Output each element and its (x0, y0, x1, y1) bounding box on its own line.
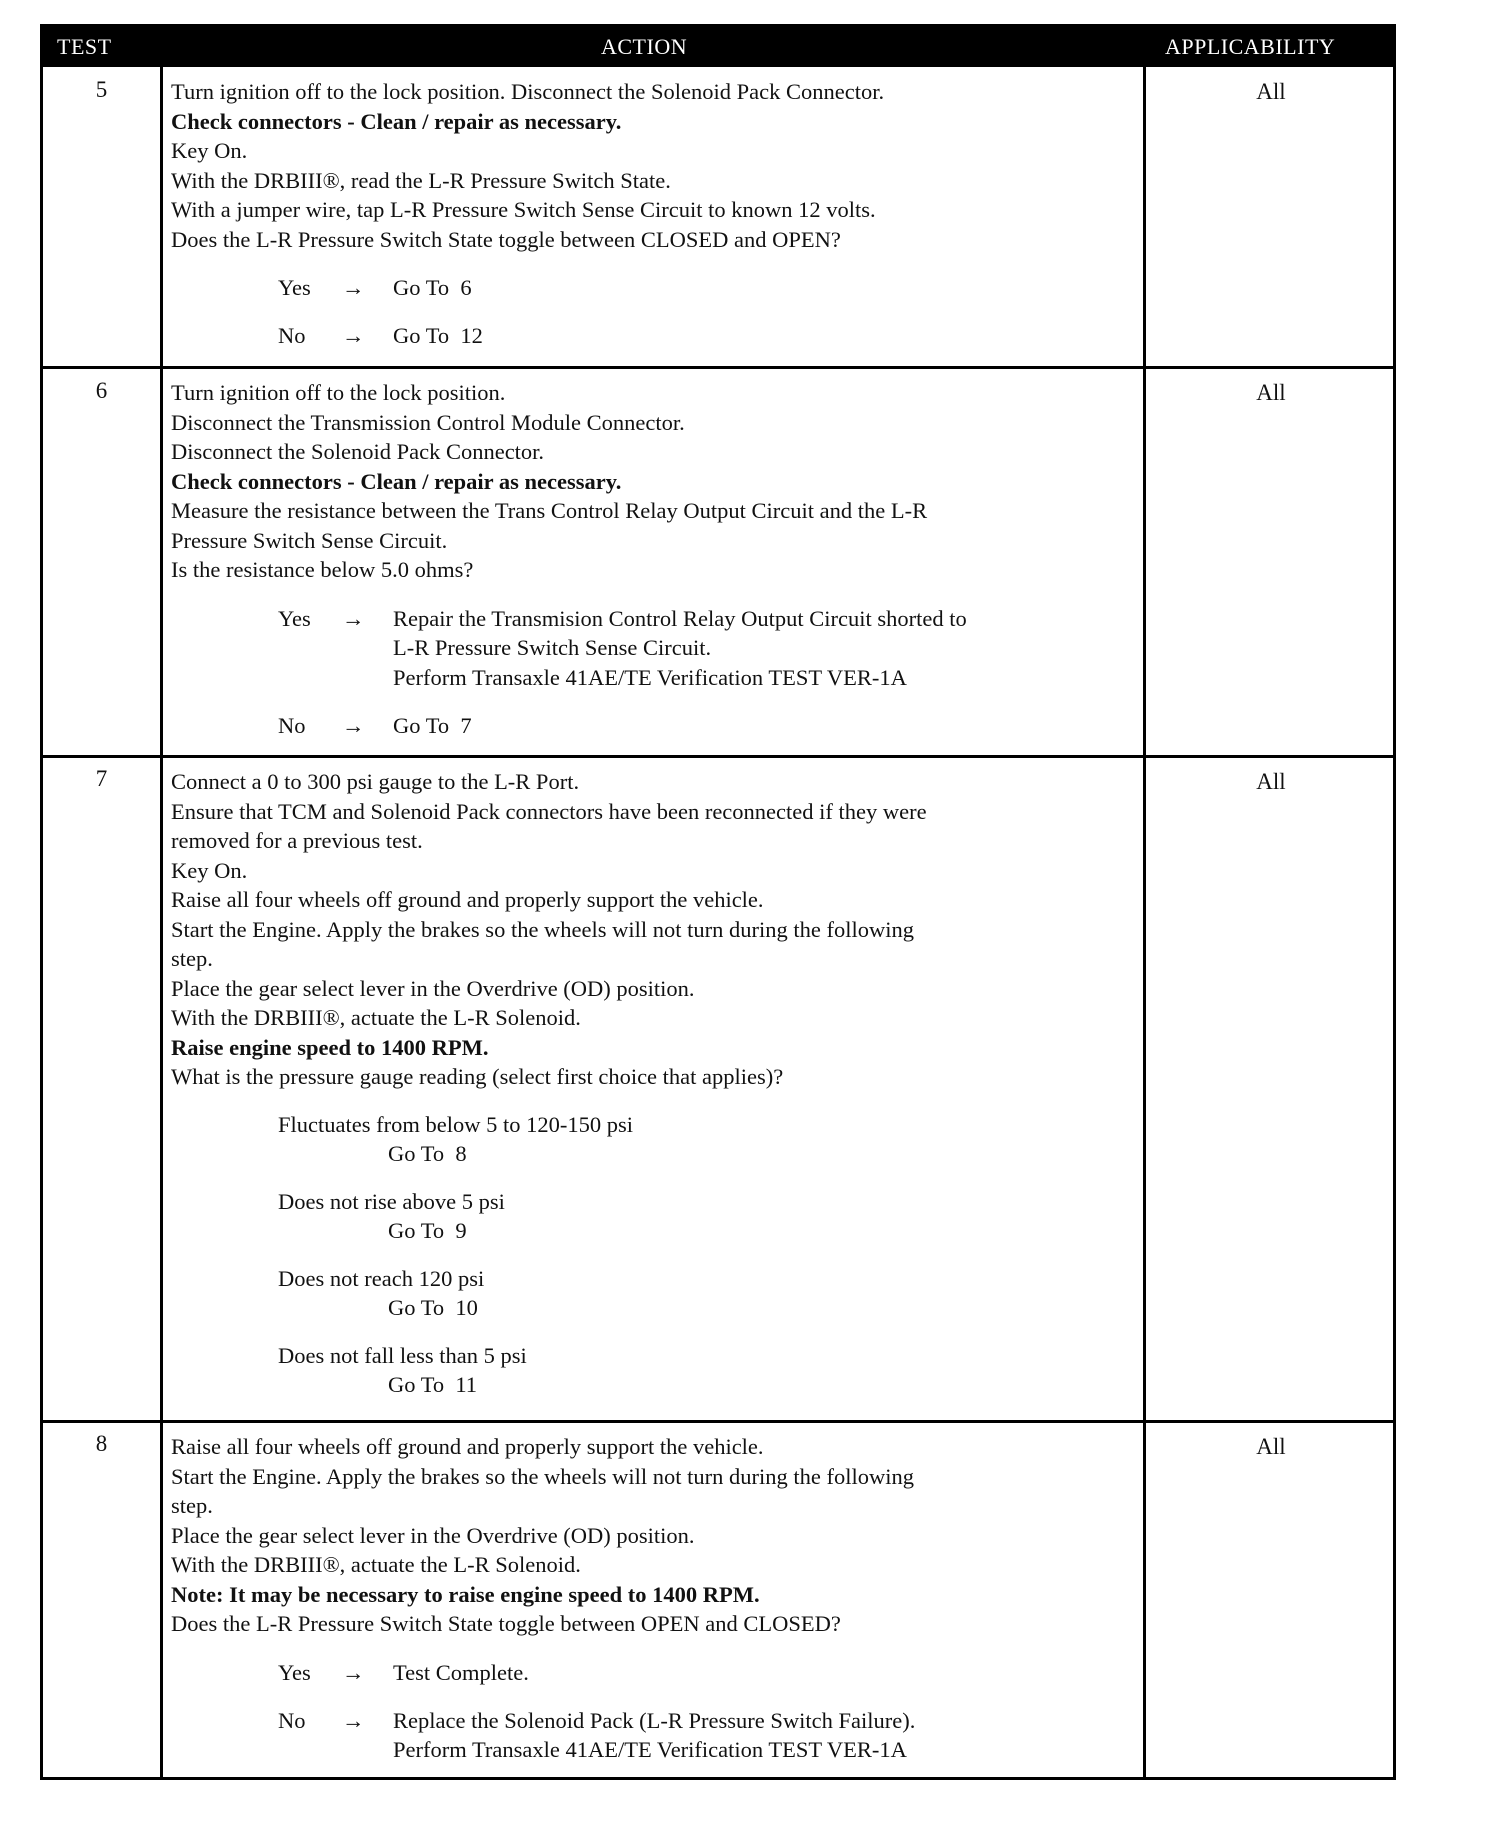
applicability: All (1256, 380, 1286, 405)
action-text (171, 767, 1151, 1400)
action-line-bold: Check connectors - Clean / repair as necessary. (171, 108, 622, 134)
action-line: Is the resistance below 5.0 ohms? (171, 557, 474, 582)
answer-no: No → Go To 12 (171, 321, 1151, 350)
choice-option: Does not rise above 5 psi Go To 9 (278, 1188, 505, 1243)
choice-option: Fluctuates from below 5 to 120-150 psi Go To 8 (278, 1111, 633, 1166)
action-line-bold: Note: It may be necessary to raise engine speed to 1400 RPM. (171, 1581, 760, 1607)
answer-yes: Yes → Go To 6 (171, 273, 1151, 302)
test-number: 8 (95, 1431, 108, 1456)
applicability: All (1256, 1434, 1286, 1459)
action-line: Place the gear select lever in the Overdrive (OD) position. (171, 975, 695, 1001)
arrow-right-icon: → (342, 713, 365, 738)
action-line: Disconnect the Transmission Control Module Connector. (171, 409, 685, 435)
action-line: Key On. (171, 138, 248, 163)
action-line: Does the L-R Pressure Switch State toggle between OPEN and CLOSED? (171, 1611, 841, 1636)
action-line-bold: Check connectors - Clean / repair as necessary. (171, 468, 622, 494)
action-line: Raise all four wheels off ground and properly support the vehicle. (171, 887, 764, 912)
arrow-right-icon: → (342, 275, 365, 300)
action-text (171, 1432, 1151, 1765)
answer-no: No → Replace the Solenoid Pack (L-R Pressure Switch Failure). Perform Transaxle 41AE/TE Verification TEST VER-1A (278, 1707, 916, 1762)
action-line: Does the L-R Pressure Switch State toggle between CLOSED and OPEN? (171, 226, 841, 252)
action-line: Turn ignition off to the lock position. (171, 380, 506, 405)
row-divider (43, 1420, 1393, 1423)
applicability: All (1256, 79, 1286, 104)
action-line: removed for a previous test. (171, 828, 423, 853)
arrow-right-icon: → (342, 1659, 365, 1685)
action-line: step. (171, 1493, 213, 1518)
test-number: 7 (95, 766, 108, 791)
action-line: Disconnect the Solenoid Pack Connector. (171, 439, 545, 464)
header-test: TEST (57, 34, 112, 59)
action-line: With a jumper wire, tap L-R Pressure Switch Sense Circuit to known 12 volts. (171, 197, 876, 222)
applicability: All (1256, 769, 1286, 794)
action-line: Start the Engine. Apply the brakes so the wheels will not turn during the following (171, 916, 915, 942)
row-divider (43, 755, 1393, 758)
diagnostic-table (40, 24, 1396, 1780)
action-line: With the DRBIII®, read the L-R Pressure Switch State. (171, 167, 671, 193)
arrow-right-icon: → (342, 1707, 365, 1733)
column-divider-test (160, 67, 163, 1777)
action-line: With the DRBIII®, actuate the L-R Solenoid. (171, 1552, 581, 1577)
table-header (43, 27, 1393, 67)
action-line: What is the pressure gauge reading (select first choice that applies)? (171, 1064, 784, 1089)
action-line: Turn ignition off to the lock position. Disconnect the Solenoid Pack Connector. (171, 79, 885, 104)
action-line: Place the gear select lever in the Overdrive (OD) position. (171, 1522, 695, 1548)
action-line: Start the Engine. Apply the brakes so the wheels will not turn during the following (171, 1463, 915, 1489)
test-number: 6 (95, 378, 108, 403)
action-line: Connect a 0 to 300 psi gauge to the L-R Port. (171, 769, 580, 794)
row-divider (43, 366, 1393, 369)
choice-option: Does not fall less than 5 psi Go To 11 (278, 1342, 527, 1397)
action-line: Pressure Switch Sense Circuit. (171, 527, 448, 553)
header-action: ACTION (601, 34, 688, 59)
arrow-right-icon: → (342, 323, 365, 348)
action-line: Ensure that TCM and Solenoid Pack connectors have been reconnected if they were (171, 798, 927, 824)
choice-option: Does not reach 120 psi Go To 10 (278, 1265, 485, 1320)
answer-no: No → Go To 7 (171, 711, 1151, 740)
action-line-bold: Raise engine speed to 1400 RPM. (171, 1034, 489, 1060)
action-line: With the DRBIII®, actuate the L-R Solenoid. (171, 1005, 581, 1030)
header-applicability: APPLICABILITY (1165, 34, 1336, 59)
answer-yes: Yes → Repair the Transmision Control Relay Output Circuit shorted to L-R Pressure Switch Sense Circuit. Perform Transaxle 41AE/TE Verification TEST VER-1A (278, 605, 967, 690)
action-text (171, 77, 1151, 350)
action-line: Key On. (171, 857, 248, 883)
answer-yes: Yes → Test Complete. (171, 1658, 1151, 1687)
test-number: 5 (95, 77, 108, 102)
action-line: Raise all four wheels off ground and properly support the vehicle. (171, 1434, 764, 1459)
action-line: step. (171, 946, 213, 971)
action-text (171, 378, 1151, 740)
action-line: Measure the resistance between the Trans Control Relay Output Circuit and the L-R (171, 498, 928, 523)
arrow-right-icon: → (342, 605, 365, 631)
